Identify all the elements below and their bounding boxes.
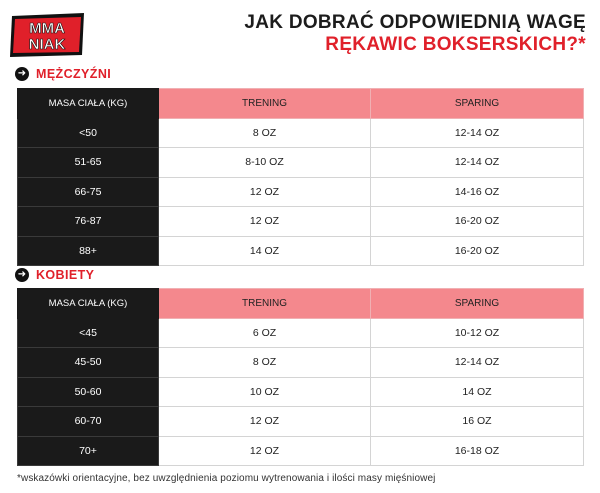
cell-sparring: 10-12 OZ — [371, 318, 584, 348]
logo-text-line1: MMA — [29, 20, 65, 37]
table-row — [18, 436, 584, 466]
cell-sparring: 16 OZ — [371, 407, 584, 437]
table-row — [18, 377, 584, 407]
cell-sparring: 12-14 OZ — [371, 348, 584, 378]
table-row — [18, 148, 584, 178]
table-row — [18, 236, 584, 266]
table-row — [18, 407, 584, 437]
cell-sparring: 16-20 OZ — [371, 236, 584, 266]
table-row — [18, 177, 584, 207]
cell-sparring: 12-14 OZ — [371, 118, 584, 148]
section-label: MĘŻCZYŹNI — [36, 67, 112, 81]
mmaniak-logo — [10, 13, 86, 57]
cell-training: 12 OZ — [159, 436, 371, 466]
column-header-training: TRENING — [159, 89, 371, 119]
cell-mass: 76-87 — [18, 207, 159, 237]
cell-training: 6 OZ — [159, 318, 371, 348]
section-header-women — [15, 268, 94, 282]
cell-training: 10 OZ — [159, 377, 371, 407]
cell-mass: 51-65 — [18, 148, 159, 178]
arrow-right-icon: ➜ — [15, 67, 29, 81]
arrow-right-icon: ➜ — [15, 268, 29, 282]
cell-mass: 45-50 — [18, 348, 159, 378]
column-header-training: TRENING — [159, 289, 371, 319]
cell-sparring: 14-16 OZ — [371, 177, 584, 207]
logo-text-line2: NIAK — [28, 36, 66, 53]
cell-mass: 88+ — [18, 236, 159, 266]
cell-mass: 66-75 — [18, 177, 159, 207]
cell-mass: <50 — [18, 118, 159, 148]
cell-training: 12 OZ — [159, 207, 371, 237]
cell-training: 14 OZ — [159, 236, 371, 266]
cell-training: 12 OZ — [159, 177, 371, 207]
cell-sparring: 16-20 OZ — [371, 207, 584, 237]
column-header-mass: MASA CIAŁA (KG) — [18, 89, 159, 119]
table-row — [18, 348, 584, 378]
table-row — [18, 207, 584, 237]
glove-table-women — [17, 288, 584, 466]
cell-mass: <45 — [18, 318, 159, 348]
column-header-sparring: SPARING — [371, 89, 584, 119]
glove-table-men — [17, 88, 584, 266]
cell-mass: 50-60 — [18, 377, 159, 407]
table-row — [18, 118, 584, 148]
page-title — [244, 12, 586, 56]
section-header-men — [15, 67, 111, 81]
table-row — [18, 318, 584, 348]
title-line1: JAK DOBRAĆ ODPOWIEDNIĄ WAGĘ — [244, 12, 586, 33]
section-label: KOBIETY — [36, 268, 95, 282]
cell-training: 8-10 OZ — [159, 148, 371, 178]
cell-training: 8 OZ — [159, 118, 371, 148]
title-line2: RĘKAWIC BOKSERSKICH?* — [325, 33, 586, 55]
column-header-mass: MASA CIAŁA (KG) — [18, 289, 159, 319]
column-header-sparring: SPARING — [371, 289, 584, 319]
footnote: *wskazówki orientacyjne, bez uwzględnienia poziomu wytrenowania i ilości masy mięśniowej — [17, 473, 436, 484]
cell-mass: 60-70 — [18, 407, 159, 437]
cell-training: 8 OZ — [159, 348, 371, 378]
cell-sparring: 16-18 OZ — [371, 436, 584, 466]
cell-training: 12 OZ — [159, 407, 371, 437]
cell-sparring: 12-14 OZ — [371, 148, 584, 178]
cell-mass: 70+ — [18, 436, 159, 466]
table-header-row — [18, 289, 584, 319]
cell-sparring: 14 OZ — [371, 377, 584, 407]
table-header-row — [18, 89, 584, 119]
